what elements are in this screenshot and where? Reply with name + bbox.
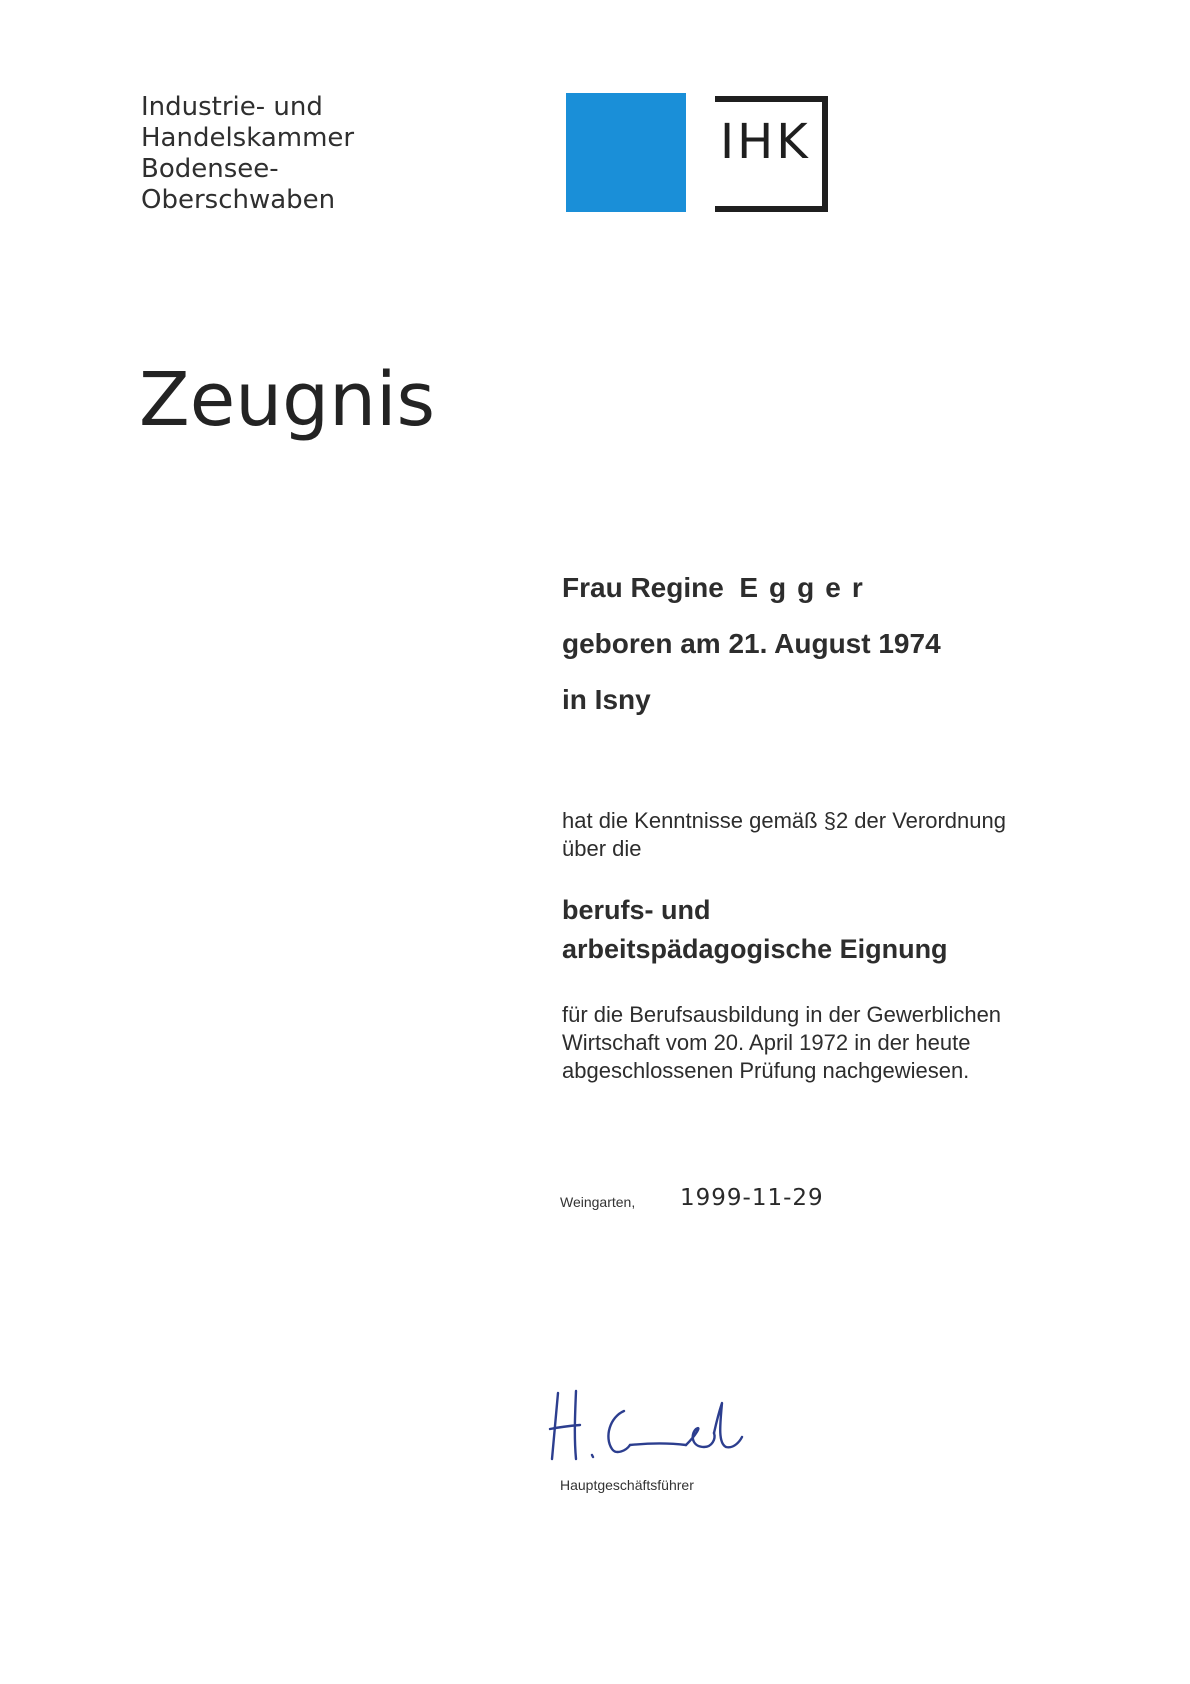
qualification-line: arbeitspädagogische Eignung <box>562 934 948 964</box>
issuer-name-line: Handelskammer <box>141 123 355 153</box>
statement-text <box>562 807 1122 863</box>
ihk-logo-square <box>566 93 686 212</box>
statement-line: über die <box>562 836 642 861</box>
place-label: Weingarten, <box>560 1194 636 1210</box>
qualification-line: berufs- und <box>562 895 711 925</box>
issue-date: 1999-11-29 <box>680 1185 824 1211</box>
document-title: Zeugnis <box>139 357 436 443</box>
scope-line: Wirtschaft vom 20. April 1972 in der heute <box>562 1030 971 1055</box>
person-first-name: Frau Regine <box>562 572 724 603</box>
person-name <box>562 571 1122 605</box>
issuer-name-line: Bodensee- <box>141 154 279 184</box>
person-birth-date: geboren am 21. August 1974 <box>562 628 941 659</box>
issuer-name-line: Oberschwaben <box>141 185 336 215</box>
signature-icon <box>546 1385 746 1465</box>
signatory-role: Hauptgeschäftsführer <box>560 1477 694 1493</box>
scope-text <box>562 1001 1122 1085</box>
qualification-title <box>562 891 1122 969</box>
person-birthplace: in Isny <box>562 684 651 715</box>
issuer-name <box>141 92 471 216</box>
statement-line: hat die Kenntnisse gemäß §2 der Verordnung <box>562 808 1006 833</box>
scope-line: für die Berufsausbildung in der Gewerblichen <box>562 1002 1002 1027</box>
ihk-logo-text: IHK <box>720 114 811 170</box>
person-surname: Egger <box>739 572 874 603</box>
issuer-name-line: Industrie- und <box>141 92 323 122</box>
scope-line: abgeschlossenen Prüfung nachgewiesen. <box>562 1058 970 1083</box>
